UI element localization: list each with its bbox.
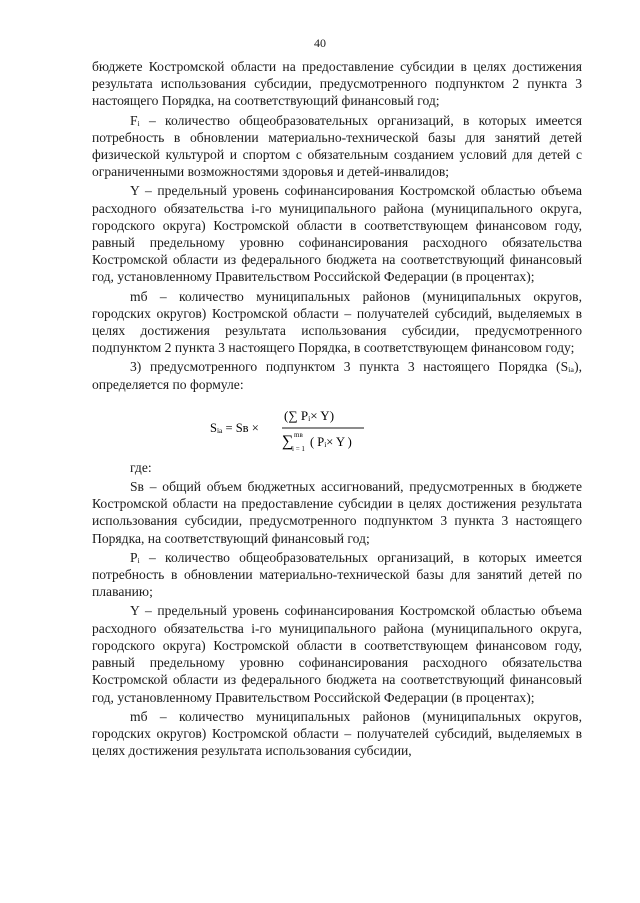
paragraph-item-3: 3) предусмотренного подпунктом 3 пункта 3 настоящего Порядка (Sᵢₐ), определяется по формуле:	[92, 359, 582, 392]
denominator-upper-limit: mв	[294, 430, 303, 439]
paragraph-y-definition-2: Y – предельный уровень софинансирования Костромской областью объема расходного обязательства i-го муниципального района (муниципального округа, городского округа) Костромской области в соответствующем финансовом году, равный предельному уровню софинансирования расходного обязательства Костромской области из федерального бюджета на соответствующий финансовый год, установленному Правительством Российской Федерации (в процентах);	[92, 603, 582, 705]
page-number: 40	[314, 36, 326, 50]
paragraph-mb-definition: mб – количество муниципальных районов (муниципальных округов, городских округов) Костромской области – получателей субсидий, выделяемых в целях достижения результата использования субсидии, предусмотренного подпунктом 2 пункта 3 настоящего Порядка, в соответствующем финансовом году;	[92, 288, 582, 356]
where-label: где:	[130, 459, 152, 475]
formula-sia	[92, 401, 582, 453]
denominator-lower-limit: i = 1	[292, 444, 305, 453]
formula-numerator: (∑ Pᵢ× Y)	[284, 407, 335, 423]
paragraph-mb-definition-2: mб – количество муниципальных районов (муниципальных округов, городских округов) Костромской области – получателей субсидий, выделяемых в целях достижения результата использования субсидии,	[92, 708, 582, 759]
formula-lhs: Sᵢₐ = Sв ×	[210, 420, 259, 435]
denominator-body: ( Pᵢ× Y )	[310, 434, 352, 449]
paragraph-sv-definition: Sв – общий объем бюджетных ассигнований, предусмотренных в бюджете Костромской области на предоставление субсидии в целях достижения результата использования субсидии, предусмотренного подпунктом 3 пункта 3 настоящего Порядка, на соответствующий финансовый год;	[92, 479, 582, 546]
document-body	[92, 58, 582, 759]
formula-graphic	[210, 401, 410, 453]
paragraph-fi-definition: Fᵢ – количество общеобразовательных организаций, в которых имеется потребность в обновлении материально-технической базы для занятий детей физической культурой и спортом с обязательным созданием условий для детей с ограниченными возможностями здоровья и детей-инвалидов;	[92, 112, 582, 180]
paragraph-y-definition: Y – предельный уровень софинансирования Костромской областью объема расходного обязательства i-го муниципального района (муниципального округа, городского округа) Костромской области в соответствующем финансовом году, равный предельному уровню софинансирования расходного обязательства Костромской области из федерального бюджета на соответствующий финансовый год, установленному Правительством Российской Федерации (в процентах);	[92, 183, 582, 285]
denominator-sum-sign: ∑	[282, 432, 294, 450]
paragraph-continuation: бюджете Костромской области на предоставление субсидии в целях достижения результата использования субсидии, предусмотренного подпунктом 2 пункта 3 настоящего Порядка, на соответствующий финансовый год;	[92, 59, 582, 109]
paragraph-pi-definition: Pᵢ – количество общеобразовательных организаций, в которых имеется потребность в обновлении материально-технической базы для занятий детей по плаванию;	[92, 549, 582, 600]
